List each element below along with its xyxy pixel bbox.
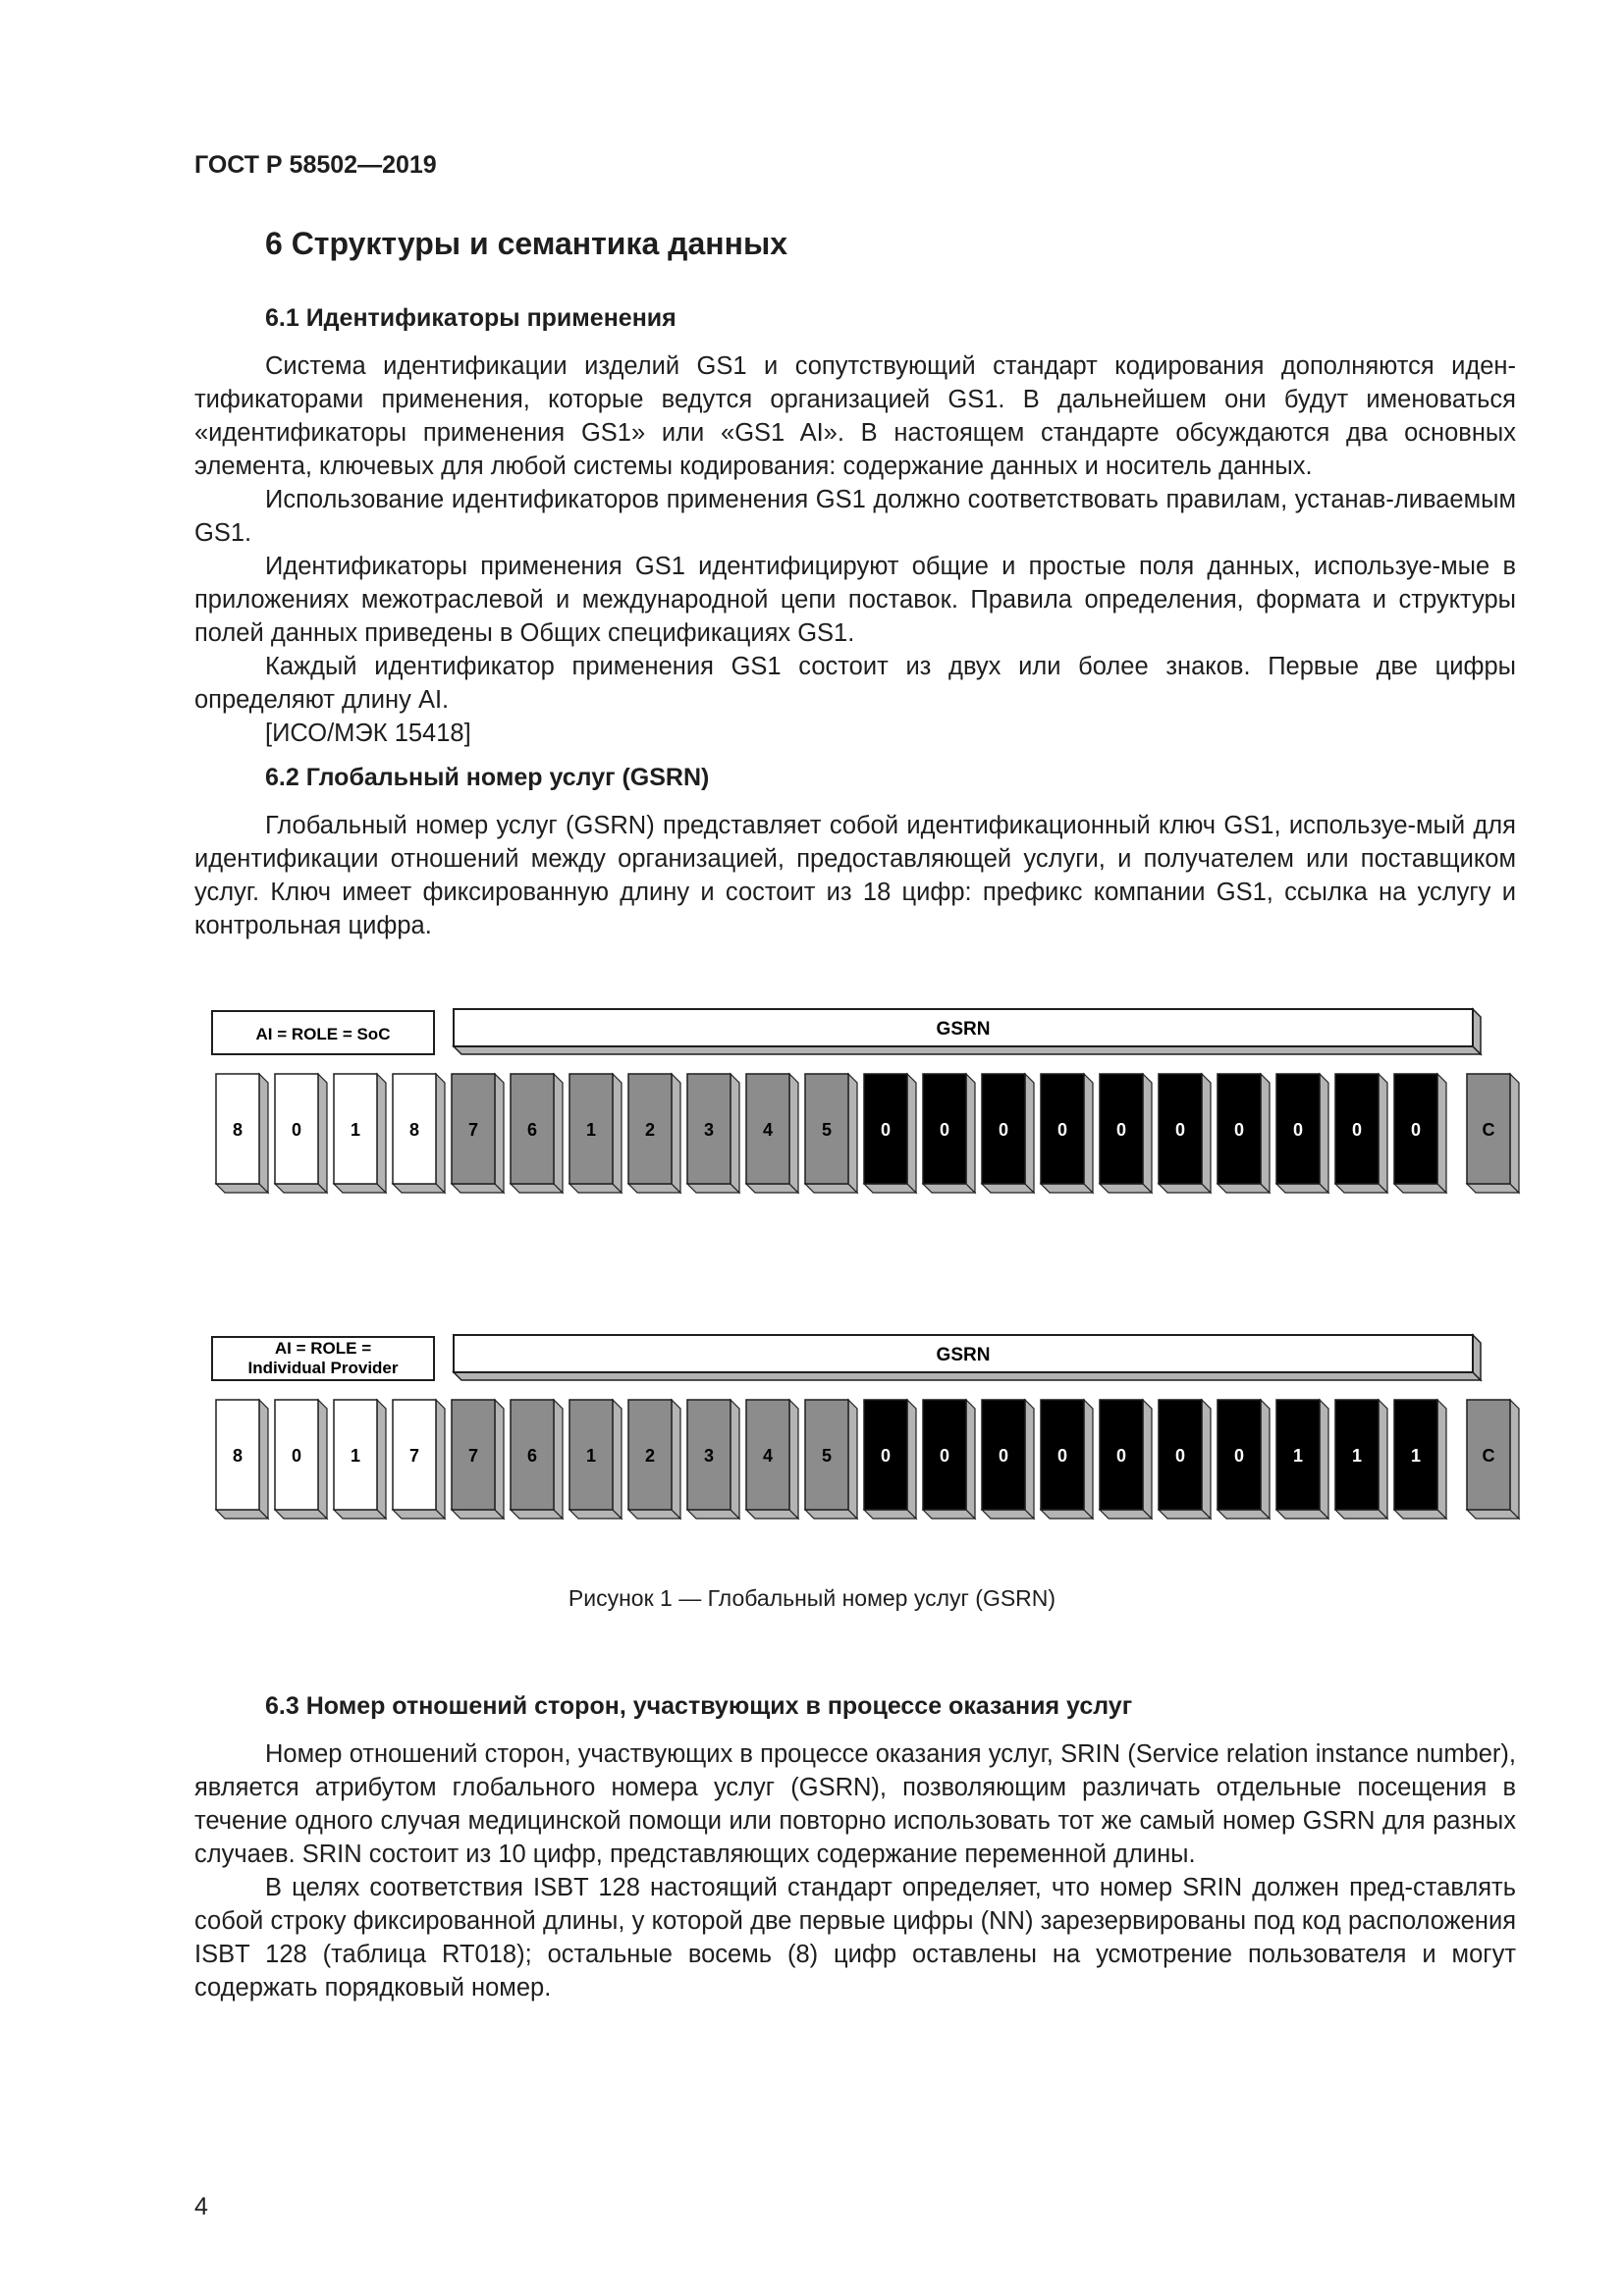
digit-cell-side xyxy=(1437,1074,1446,1193)
digit-cell-side xyxy=(436,1074,445,1193)
gsrn-bar-shadow xyxy=(454,1046,1481,1054)
digit-label: 2 xyxy=(644,1120,656,1140)
digit-label: 0 xyxy=(1351,1120,1363,1140)
figure-caption: Рисунок 1 — Глобальный номер услуг (GSRN) xyxy=(568,1585,1056,1611)
digit-cell-side xyxy=(1084,1400,1093,1519)
digit-cell-side xyxy=(848,1074,857,1193)
digit-cell-side xyxy=(436,1400,445,1519)
digit-cell-side xyxy=(907,1400,916,1519)
digit-cell-side xyxy=(377,1400,386,1519)
digit-label: 7 xyxy=(467,1446,479,1466)
paragraph: В целях соответствия ISBT 128 настоящий стандарт определяет, что номер SRIN должен пред-ставлять собой строку фиксированной длины, у которой две первые цифры (NN) зарезервированы под код расположения ISBT 128 (таблица RT018); остальные восемь (8) цифр оставлены на усмотрение пользователя и могут содержать порядковый номер. xyxy=(194,1874,1516,2002)
paragraph: Идентификаторы применения GS1 идентифицируют общие и простые поля данных, используе-мые в приложениях межотраслевой и международной цепи поставок. Правила определения, формата и структуры полей данных приведены в Общих спецификациях GS1. xyxy=(194,553,1516,647)
digit-cell-side xyxy=(731,1074,739,1193)
digit-label: 0 xyxy=(291,1446,302,1466)
digit-label: C xyxy=(1482,1446,1495,1466)
digit-label: 0 xyxy=(1233,1446,1245,1466)
digit-cell-side xyxy=(1025,1400,1034,1519)
digit-label: 0 xyxy=(1115,1120,1127,1140)
digit-label: 0 xyxy=(291,1120,302,1140)
digit-label: 1 xyxy=(350,1446,361,1466)
ai-role-label: AI = ROLE = xyxy=(274,1339,372,1358)
section-6-1-text xyxy=(194,349,1516,750)
digit-cell-side xyxy=(1261,1074,1270,1193)
digit-label: 0 xyxy=(939,1446,950,1466)
digit-cell-side xyxy=(613,1074,622,1193)
digit-cell-side xyxy=(966,1074,975,1193)
digit-label: 1 xyxy=(1351,1446,1363,1466)
digit-label: 0 xyxy=(1115,1446,1127,1466)
gsrn-label: GSRN xyxy=(936,1345,991,1365)
digit-cell-side xyxy=(318,1400,327,1519)
gsrn-bar-side xyxy=(1473,1009,1481,1054)
digit-cell-side xyxy=(259,1400,268,1519)
digit-cell-side xyxy=(1320,1400,1328,1519)
paragraph: Глобальный номер услуг (GSRN) представляет собой идентификационный ключ GS1, используе-мый для идентификации отношений между организацией, предоставляющей услуги, и получателем или поставщиком услуг. Ключ имеет фиксированную длину и состоит из 18 цифр: префикс компании GS1, ссылка на услугу и контрольная цифра. xyxy=(194,812,1516,939)
gsrn-diagram-individual-provider xyxy=(0,1327,1624,1582)
paragraph: Номер отношений сторон, участвующих в процессе оказания услуг, SRIN (Service relation instance number), является атрибутом глобального номера услуг (GSRN), позволяющим различать отдельные посещения в течение одного случая медицинской помощи или повторно использовать тот же самый номер GSRN для разных случаев. SRIN состоит из 10 цифр, представляющих содержание переменной длины. xyxy=(194,1740,1516,1868)
gsrn-diagram-svg xyxy=(0,1327,1624,1582)
digit-cell-side xyxy=(495,1400,504,1519)
gsrn-label: GSRN xyxy=(936,1019,991,1040)
digit-label: 5 xyxy=(821,1120,833,1140)
section-6-3-text xyxy=(194,1737,1516,2004)
digit-label: 0 xyxy=(1174,1446,1186,1466)
paragraph: [ИСО/МЭК 15418] xyxy=(265,720,471,747)
digit-cell-side xyxy=(1261,1400,1270,1519)
digit-label: 3 xyxy=(703,1446,715,1466)
digit-cell-side xyxy=(1510,1074,1519,1193)
ai-role-label: AI = ROLE = SoC xyxy=(255,1025,391,1043)
digit-label: 4 xyxy=(762,1120,774,1140)
digit-label: 0 xyxy=(1233,1120,1245,1140)
digit-cell-side xyxy=(377,1074,386,1193)
digit-label: 0 xyxy=(1056,1120,1068,1140)
digit-cell-side xyxy=(1202,1400,1211,1519)
gsrn-diagram-svg xyxy=(0,1001,1624,1256)
digit-cell-side xyxy=(1379,1074,1387,1193)
digit-cell-side xyxy=(1143,1400,1152,1519)
digit-label: 1 xyxy=(585,1446,597,1466)
digit-label: 6 xyxy=(526,1120,538,1140)
digit-cell-side xyxy=(1320,1074,1328,1193)
digit-label: 0 xyxy=(1292,1120,1304,1140)
digit-cell-side xyxy=(966,1400,975,1519)
digit-label: 0 xyxy=(1056,1446,1068,1466)
digit-label: 4 xyxy=(762,1446,774,1466)
digit-cell-side xyxy=(554,1074,563,1193)
digit-cell-side xyxy=(789,1400,798,1519)
digit-cell-side xyxy=(259,1074,268,1193)
digit-label: 1 xyxy=(1410,1446,1422,1466)
digit-cell-side xyxy=(1084,1074,1093,1193)
digit-label: 6 xyxy=(526,1446,538,1466)
digit-cell-side xyxy=(1143,1074,1152,1193)
section-6-2-text xyxy=(194,809,1516,942)
digit-cell-side xyxy=(848,1400,857,1519)
digit-cell-side xyxy=(672,1400,680,1519)
ai-role-label: Individual Provider xyxy=(247,1359,399,1377)
gsrn-bar-side xyxy=(1473,1335,1481,1380)
gsrn-bar-shadow xyxy=(454,1372,1481,1380)
section-6-3-title: 6.3 Номер отношений сторон, участвующих в процессе оказания услуг xyxy=(265,1692,1133,1720)
gsrn-diagram-soc xyxy=(0,1001,1624,1256)
paragraph: Использование идентификаторов применения GS1 должно соответствовать правилам, устанав-ливаемым GS1. xyxy=(194,486,1516,547)
digit-label: 0 xyxy=(939,1120,950,1140)
digit-cell-side xyxy=(1025,1074,1034,1193)
digit-label: 1 xyxy=(350,1120,361,1140)
digit-label: 3 xyxy=(703,1120,715,1140)
digit-cell-side xyxy=(1437,1400,1446,1519)
digit-label: 7 xyxy=(467,1120,479,1140)
digit-cell-side xyxy=(495,1074,504,1193)
digit-label: 1 xyxy=(1292,1446,1304,1466)
section-6-2-title: 6.2 Глобальный номер услуг (GSRN) xyxy=(265,764,710,791)
digit-label: 8 xyxy=(232,1120,244,1140)
digit-label: 0 xyxy=(1410,1120,1422,1140)
digit-label: 0 xyxy=(998,1120,1009,1140)
digit-label: 8 xyxy=(408,1120,420,1140)
digit-label: 1 xyxy=(585,1120,597,1140)
digit-cell-side xyxy=(731,1400,739,1519)
digit-label: 0 xyxy=(998,1446,1009,1466)
digit-cell-side xyxy=(613,1400,622,1519)
digit-label: 0 xyxy=(1174,1120,1186,1140)
section-6-1-title: 6.1 Идентификаторы применения xyxy=(265,304,677,332)
paragraph: Каждый идентификатор применения GS1 состоит из двух или более знаков. Первые две цифры определяют длину AI. xyxy=(194,653,1516,714)
digit-cell-side xyxy=(789,1074,798,1193)
digit-label: 5 xyxy=(821,1446,833,1466)
paragraph: Система идентификации изделий GS1 и сопутствующий стандарт кодирования дополняются иден-тификаторами применения, которые ведутся организацией GS1. В дальнейшем они будут именоваться «идентификаторы применения GS1» или «GS1 AI». В настоящем стандарте обсуждаются два основных элемента, ключевых для любой системы кодирования: содержание данных и носитель данных. xyxy=(194,352,1516,480)
digit-label: 2 xyxy=(644,1446,656,1466)
digit-label: 7 xyxy=(408,1446,420,1466)
digit-label: 0 xyxy=(880,1120,892,1140)
section-6-title: 6 Структуры и семантика данных xyxy=(265,226,788,261)
digit-cell-side xyxy=(1202,1074,1211,1193)
digit-cell-side xyxy=(907,1074,916,1193)
digit-label: 8 xyxy=(232,1446,244,1466)
digit-label: 0 xyxy=(880,1446,892,1466)
digit-cell-side xyxy=(672,1074,680,1193)
digit-cell-side xyxy=(554,1400,563,1519)
document-header: ГОСТ Р 58502—2019 xyxy=(194,151,437,179)
digit-label: C xyxy=(1482,1120,1495,1140)
digit-cell-side xyxy=(1510,1400,1519,1519)
digit-cell-side xyxy=(1379,1400,1387,1519)
page-number: 4 xyxy=(194,2193,208,2220)
digit-cell-side xyxy=(318,1074,327,1193)
